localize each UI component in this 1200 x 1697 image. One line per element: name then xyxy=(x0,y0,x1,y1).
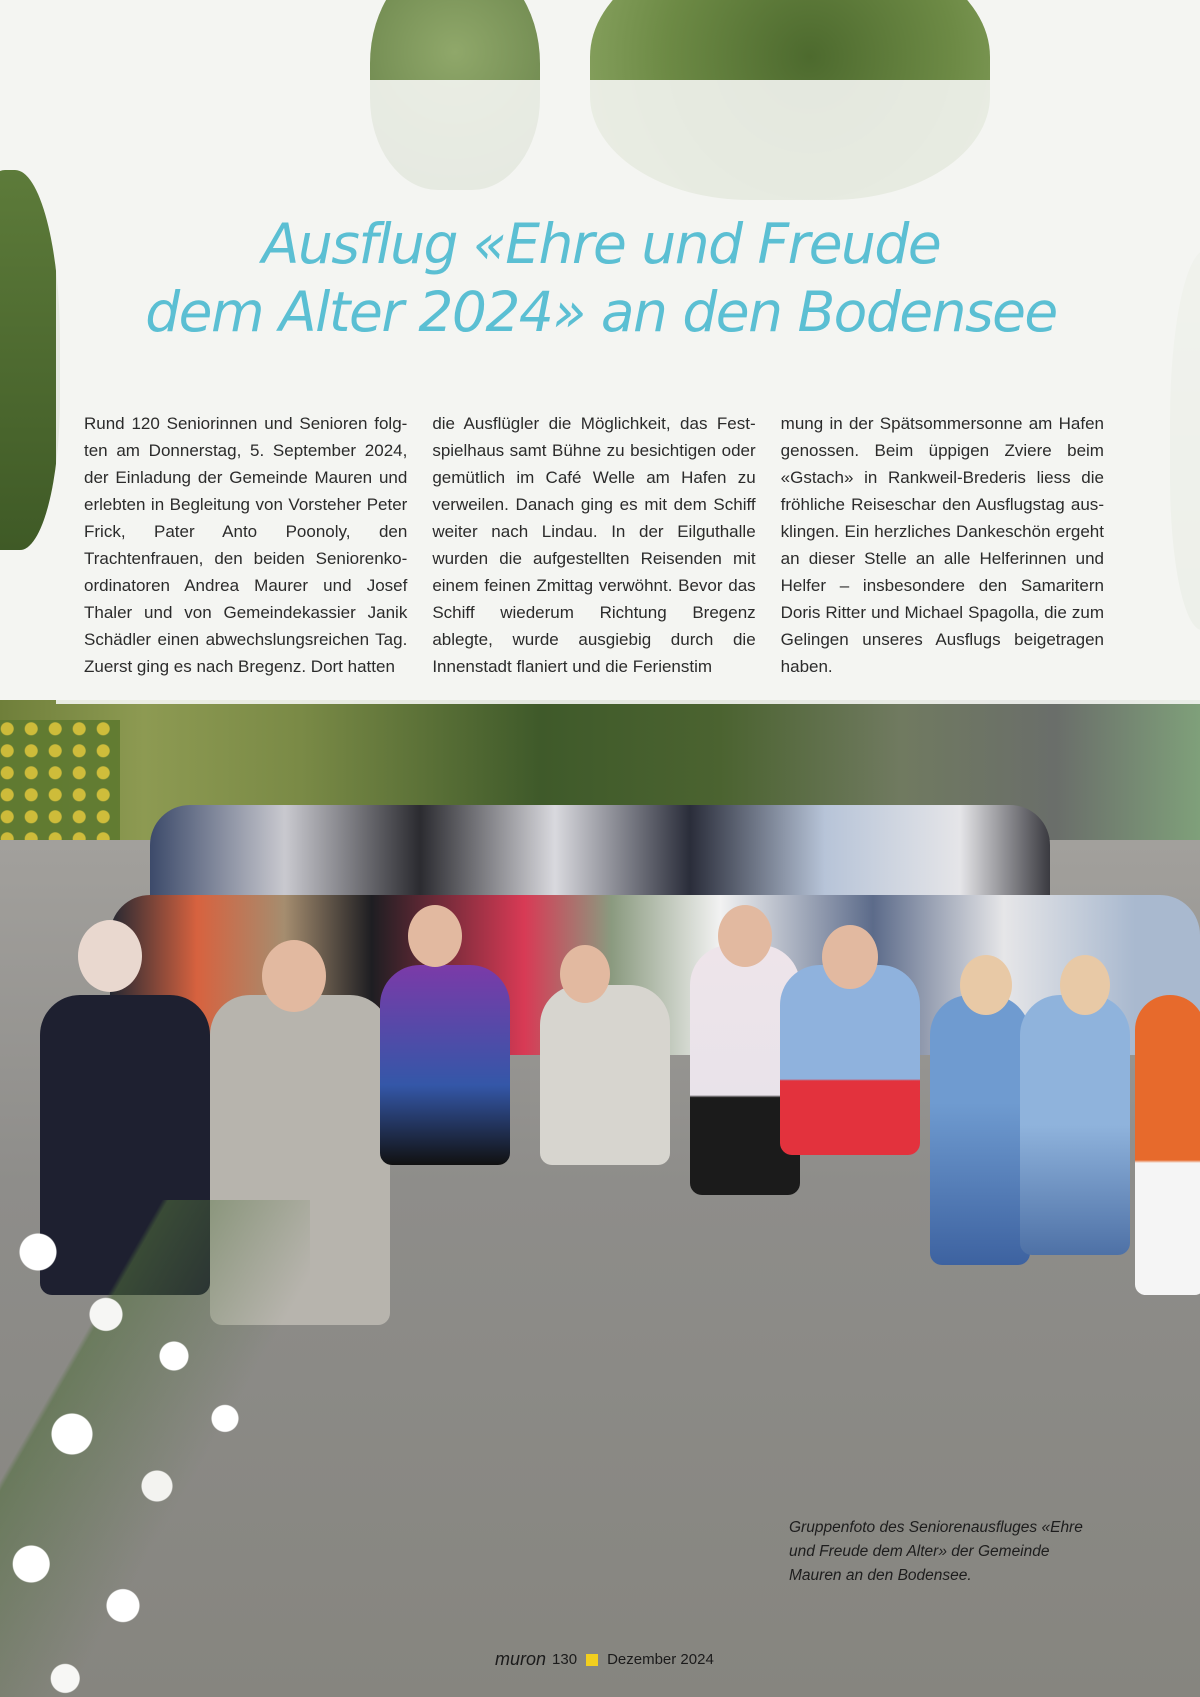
person-front xyxy=(540,985,670,1165)
yellow-square-icon xyxy=(586,1654,598,1666)
person-head xyxy=(78,920,142,992)
person-front xyxy=(380,965,510,1165)
article-column-1: Rund 120 Seniorinnen und Senioren folgten am Donnerstag, 5. September 2024, der Einladung der Gemeinde Mauren und erlebten in Begleitung von Vorsteher Peter Frick, Pater Anto Poonoly, den Trachtenfrauen, den beiden Seniorenkoordinatoren Andrea Maurer und Josef Thaler und von Gemeindekassier Janik Schädler einen abwechslungsreichen Tag. Zuerst ging es nach Bregenz. Dort hatten xyxy=(84,414,408,676)
headline-line-1: Ausflug «Ehre und Freude xyxy=(261,212,941,276)
photo-caption: Gruppenfoto des Seniorenausfluges «Ehre und Freude dem Alter» der Gemeinde Mauren an den Bodensee. xyxy=(789,1519,1083,1584)
page-footer xyxy=(495,1649,714,1670)
magazine-brand: muron xyxy=(495,1649,547,1669)
article-body xyxy=(84,410,1104,680)
person-head xyxy=(960,955,1012,1015)
headline-line-2: dem Alter 2024» an den Bodensee xyxy=(145,280,1057,344)
person-head xyxy=(262,940,326,1012)
person-head xyxy=(560,945,610,1003)
person-head xyxy=(718,905,772,967)
article-column-2: die Ausflügler die Möglichkeit, das Festspielhaus samt Bühne zu besichtigen oder gemütlich im Café Welle am Hafen zu verweilen. Danach ging es mit dem Schiff weiter nach Lindau. In der Eilguthalle wurden die aufgestellten Reisenden mit einem feinen Zmittag verwöhnt. Bevor das Schiff wiederum Richtung Bregenz ablegte, wurde ausgiebig durch die Innenstadt flaniert und die Ferienstim xyxy=(432,414,756,676)
person-front xyxy=(930,995,1030,1265)
issue-number: 130 xyxy=(552,1651,578,1668)
photo-oleander-flowers xyxy=(0,1200,310,1697)
person-head xyxy=(822,925,878,989)
issue-date: Dezember 2024 xyxy=(607,1651,714,1668)
person-front xyxy=(780,965,920,1155)
person-front xyxy=(1135,995,1200,1295)
article-panel xyxy=(56,80,1200,704)
article-column-3: mung in der Spätsommersonne am Hafen genossen. Beim üppigen Zviere beim «Gstach» in Rankweil-Brederis liess die fröhliche Reiseschar den Ausflugstag ausklingen. Ein herzliches Dankeschön ergeht an dieser Stelle an alle Helferinnen und Helfer – insbesondere den Samaritern Doris Ritter und Michael Spagolla, die zum Gelingen unseres Ausflugs beigetragen haben. xyxy=(780,414,1104,676)
person-head xyxy=(408,905,462,967)
article-headline xyxy=(56,210,1146,346)
person-head xyxy=(1060,955,1110,1015)
person-front xyxy=(1020,995,1130,1255)
